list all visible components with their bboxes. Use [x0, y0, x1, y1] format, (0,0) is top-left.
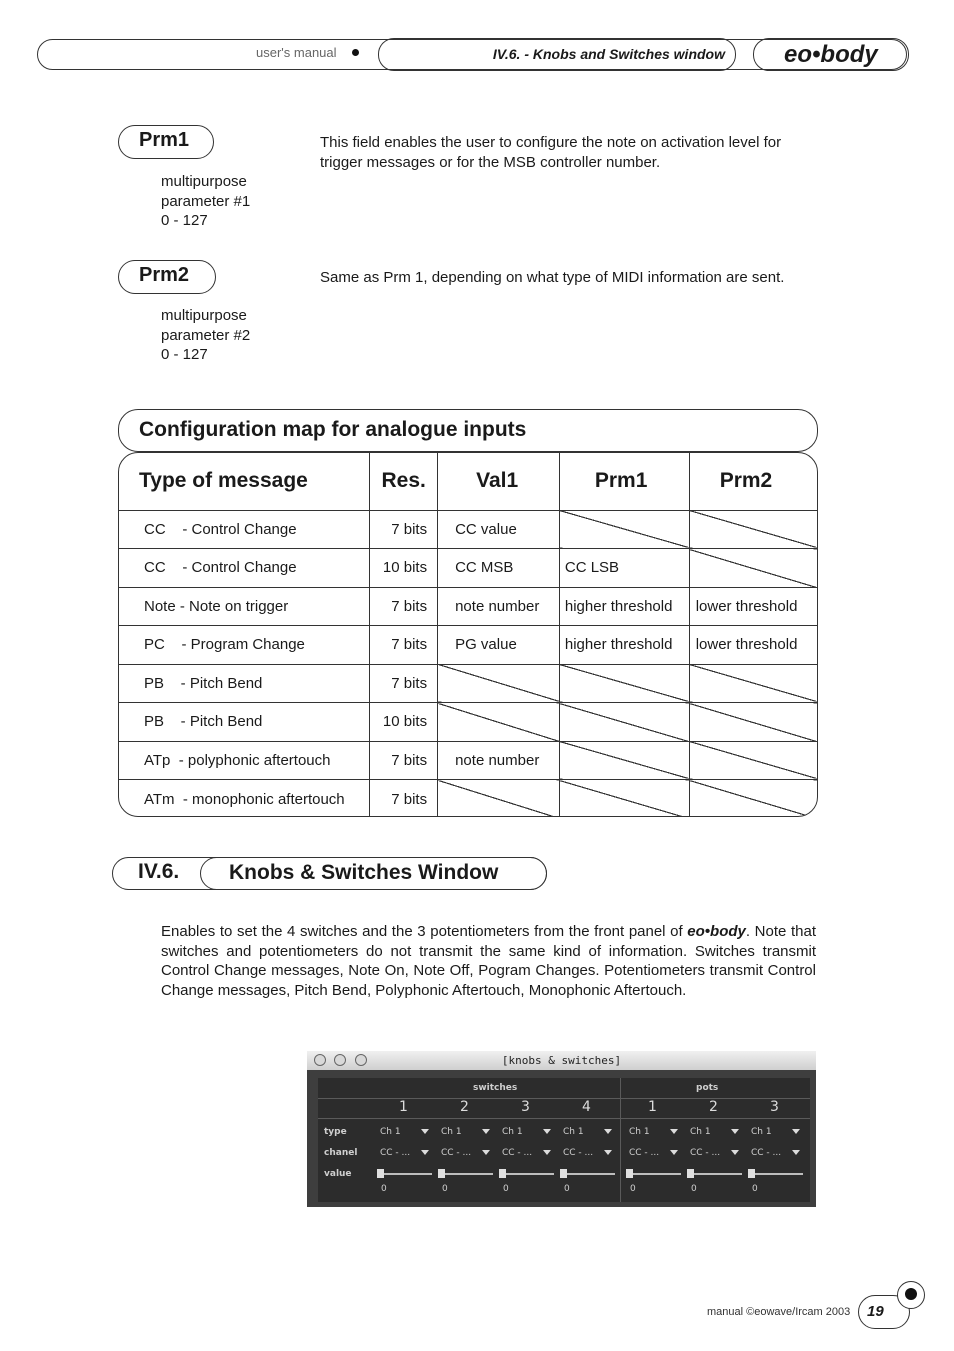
- header-prm2: Prm2: [689, 453, 817, 510]
- value-readout: 0: [564, 1184, 570, 1194]
- config-map-title: Configuration map for analogue inputs: [118, 409, 818, 452]
- type-cell: PB - Pitch Bend: [119, 703, 370, 742]
- chevron-down-icon[interactable]: [543, 1150, 551, 1155]
- value-slider[interactable]: [499, 1173, 554, 1175]
- prm1-info: [161, 172, 250, 231]
- value-slider-thumb[interactable]: [499, 1169, 506, 1178]
- header-section-label: IV.6. - Knobs and Switches window: [378, 38, 736, 71]
- panel-divider: [318, 1118, 810, 1119]
- row-label-value: value: [324, 1169, 352, 1179]
- section-title: Knobs & Switches Window: [200, 857, 547, 890]
- chevron-down-icon[interactable]: [792, 1129, 800, 1134]
- section-number: IV.6.: [138, 860, 180, 883]
- chevron-down-icon[interactable]: [792, 1150, 800, 1155]
- prm1-cell: [559, 510, 689, 549]
- val1-cell: [438, 780, 560, 818]
- val1-cell: PG value: [438, 626, 560, 665]
- knob-icon: [897, 1281, 925, 1309]
- chevron-down-icon[interactable]: [482, 1129, 490, 1134]
- value-slider[interactable]: [377, 1173, 432, 1175]
- window-title: [knobs & switches]: [501, 1054, 622, 1067]
- chevron-down-icon[interactable]: [670, 1150, 678, 1155]
- zoom-window-icon[interactable]: [355, 1054, 367, 1066]
- value-readout: 0: [691, 1184, 697, 1194]
- table-row: [119, 549, 817, 588]
- value-slider-thumb[interactable]: [438, 1169, 445, 1178]
- table-row: [119, 741, 817, 780]
- prm2-line: multipurpose: [161, 307, 247, 324]
- config-map-table: [119, 453, 817, 817]
- table-row: [119, 703, 817, 742]
- type-select[interactable]: Ch 1: [690, 1127, 711, 1137]
- chevron-down-icon[interactable]: [604, 1129, 612, 1134]
- res-cell: 7 bits: [370, 780, 438, 818]
- chanel-select[interactable]: CC - ...: [751, 1148, 782, 1158]
- prm1-line: parameter #1: [161, 192, 251, 210]
- config-map-table-box: [118, 452, 818, 817]
- prm1-cell: higher threshold: [559, 626, 689, 665]
- res-cell: 7 bits: [370, 626, 438, 665]
- value-slider-thumb[interactable]: [560, 1169, 567, 1178]
- val1-cell: [438, 703, 560, 742]
- type-select[interactable]: Ch 1: [380, 1127, 401, 1137]
- close-window-icon[interactable]: [314, 1054, 326, 1066]
- header-prm1: Prm1: [559, 453, 689, 510]
- chanel-select[interactable]: CC - ...: [380, 1148, 411, 1158]
- value-readout: 0: [381, 1184, 387, 1194]
- type-cell: PC - Program Change: [119, 626, 370, 665]
- paragraph-logo: eo•body: [687, 923, 746, 940]
- header-bullet-icon: [352, 49, 359, 56]
- chevron-down-icon[interactable]: [670, 1129, 678, 1134]
- value-readout: 0: [630, 1184, 636, 1194]
- prm1-line: multipurpose: [161, 173, 247, 190]
- prm2-cell: [689, 741, 817, 780]
- chanel-select[interactable]: CC - ...: [563, 1148, 594, 1158]
- value-readout: 0: [442, 1184, 448, 1194]
- chevron-down-icon[interactable]: [731, 1129, 739, 1134]
- prm1-cell: higher threshold: [559, 587, 689, 626]
- type-cell: PB - Pitch Bend: [119, 664, 370, 703]
- table-row: [119, 664, 817, 703]
- type-cell: ATm - monophonic aftertouch: [119, 780, 370, 818]
- chanel-select[interactable]: CC - ...: [441, 1148, 472, 1158]
- value-slider[interactable]: [438, 1173, 493, 1175]
- type-select[interactable]: Ch 1: [441, 1127, 462, 1137]
- prm2-cell: [689, 664, 817, 703]
- type-select[interactable]: Ch 1: [751, 1127, 772, 1137]
- prm2-cell: [689, 703, 817, 742]
- value-readout: 0: [752, 1184, 758, 1194]
- prm2-cell: [689, 780, 817, 818]
- table-row: [119, 587, 817, 626]
- value-readout: 0: [503, 1184, 509, 1194]
- val1-cell: note number: [438, 587, 560, 626]
- value-slider-thumb[interactable]: [626, 1169, 633, 1178]
- val1-cell: note number: [438, 741, 560, 780]
- prm1-cell: [559, 703, 689, 742]
- minimize-window-icon[interactable]: [334, 1054, 346, 1066]
- prm2-cell: lower threshold: [689, 626, 817, 665]
- val1-cell: CC value: [438, 510, 560, 549]
- type-cell: ATp - polyphonic aftertouch: [119, 741, 370, 780]
- prm1-line: 0 - 127: [161, 212, 208, 229]
- chevron-down-icon[interactable]: [543, 1129, 551, 1134]
- header-logo: eo•body: [753, 38, 909, 71]
- prm2-cell: [689, 549, 817, 588]
- section-paragraph: [161, 922, 816, 1000]
- switch-number: 1: [399, 1099, 408, 1115]
- paragraph-text-end: . Note that switches and potentiometers do not transmit the same kind of information. Switches transmit Control Change messages, Note On, Note Off, Pogram Changes. Potentiometers transmit Control Change messages, Pitch Bend, Polyphonic Aftertouch, Monophonic Aftertouch.: [161, 923, 816, 999]
- row-label-chanel: chanel: [324, 1148, 358, 1158]
- switch-number: 2: [460, 1099, 469, 1115]
- value-slider[interactable]: [687, 1173, 742, 1175]
- knobs-switches-panel: [318, 1078, 810, 1202]
- prm1-cell: CC LSB: [559, 549, 689, 588]
- paragraph-text-start: Enables to set the 4 switches and the 3 potentiometers from the front panel of: [161, 923, 688, 940]
- prm1-cell: [559, 741, 689, 780]
- prm1-cell: [559, 664, 689, 703]
- res-cell: 7 bits: [370, 587, 438, 626]
- pot-number: 2: [709, 1099, 718, 1115]
- chevron-down-icon[interactable]: [421, 1129, 429, 1134]
- type-select[interactable]: Ch 1: [629, 1127, 650, 1137]
- value-slider-thumb[interactable]: [377, 1169, 384, 1178]
- chevron-down-icon[interactable]: [482, 1150, 490, 1155]
- res-cell: 10 bits: [370, 703, 438, 742]
- value-slider[interactable]: [626, 1173, 681, 1175]
- res-cell: 10 bits: [370, 549, 438, 588]
- value-slider-thumb[interactable]: [748, 1169, 755, 1178]
- header-res: Res.: [370, 453, 438, 510]
- row-label-type: type: [324, 1127, 347, 1137]
- chanel-select[interactable]: CC - ...: [629, 1148, 660, 1158]
- res-cell: 7 bits: [370, 664, 438, 703]
- chevron-down-icon[interactable]: [731, 1150, 739, 1155]
- prm1-cell: [559, 780, 689, 818]
- prm2-cell: [689, 510, 817, 549]
- table-row: [119, 780, 817, 818]
- switches-group-label: switches: [473, 1083, 518, 1093]
- type-select[interactable]: Ch 1: [502, 1127, 523, 1137]
- footer-copyright: manual ©eowave/Ircam 2003: [707, 1306, 851, 1318]
- val1-cell: CC MSB: [438, 549, 560, 588]
- prm2-cell: lower threshold: [689, 587, 817, 626]
- pot-number: 1: [648, 1099, 657, 1115]
- chanel-select[interactable]: CC - ...: [502, 1148, 533, 1158]
- prm2-pill: Prm2: [118, 260, 216, 294]
- type-cell: CC - Control Change: [119, 510, 370, 549]
- chevron-down-icon[interactable]: [604, 1150, 612, 1155]
- pot-number: 3: [770, 1099, 779, 1115]
- chanel-select[interactable]: CC - ...: [690, 1148, 721, 1158]
- res-cell: 7 bits: [370, 741, 438, 780]
- header-val1: Val1: [438, 453, 560, 510]
- switch-number: 4: [582, 1099, 591, 1115]
- panel-divider: [318, 1098, 810, 1099]
- value-slider[interactable]: [560, 1173, 615, 1175]
- prm1-pill: Prm1: [118, 125, 214, 159]
- table-row: [119, 626, 817, 665]
- res-cell: 7 bits: [370, 510, 438, 549]
- prm2-description: Same as Prm 1, depending on what type of MIDI information are sent.: [320, 269, 785, 286]
- prm2-line: parameter #2: [161, 326, 251, 344]
- value-slider-thumb[interactable]: [687, 1169, 694, 1178]
- header-manual-label: user's manual: [256, 45, 337, 60]
- val1-cell: [438, 664, 560, 703]
- chevron-down-icon[interactable]: [421, 1150, 429, 1155]
- type-cell: Note - Note on trigger: [119, 587, 370, 626]
- value-slider[interactable]: [748, 1173, 803, 1175]
- switch-number: 3: [521, 1099, 530, 1115]
- type-select[interactable]: Ch 1: [563, 1127, 584, 1137]
- header-type-of-message: Type of message: [119, 453, 370, 510]
- prm2-line: 0 - 127: [161, 346, 208, 363]
- page-number: 19: [858, 1295, 910, 1329]
- prm2-info: [161, 306, 250, 365]
- panel-divider: [620, 1078, 621, 1202]
- type-cell: CC - Control Change: [119, 549, 370, 588]
- table-row: [119, 510, 817, 549]
- table-header-row: [119, 453, 817, 510]
- knobs-switches-window: [307, 1051, 816, 1207]
- window-title-bar[interactable]: [307, 1051, 816, 1070]
- prm1-description: This field enables the user to configure the note on activation level for trigger messages or for the MSB controller number.: [320, 134, 782, 171]
- pots-group-label: pots: [696, 1083, 719, 1093]
